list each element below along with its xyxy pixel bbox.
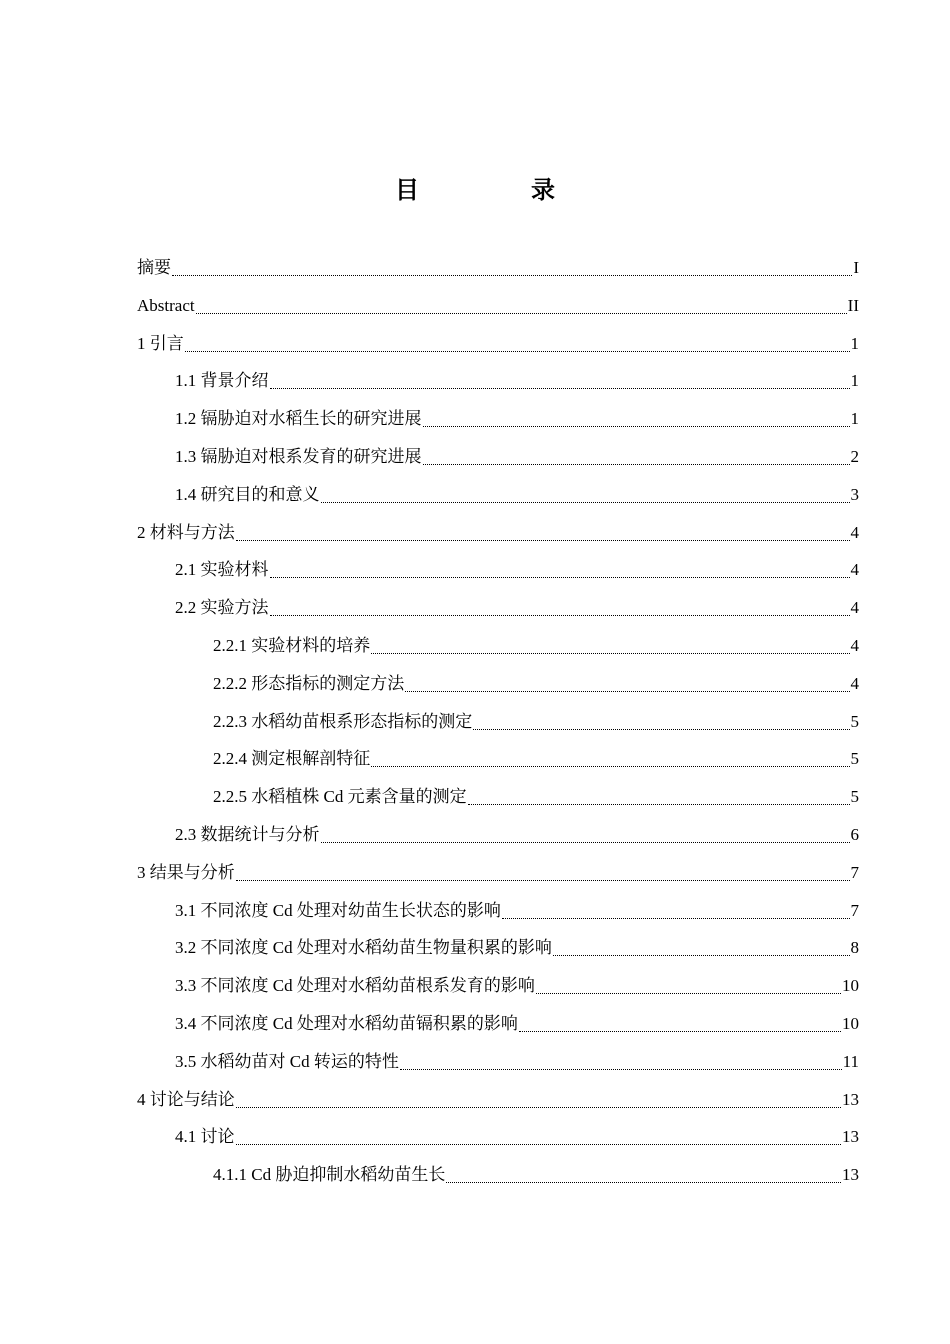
- toc-entry-page: 4: [850, 598, 859, 618]
- toc-entry-title: 2.2 实验方法: [175, 598, 269, 618]
- toc-leader-dots: [405, 691, 849, 692]
- toc-entry-title: 3.3 不同浓度 Cd 处理对水稻幼苗根系发育的影响: [175, 976, 535, 996]
- toc-entry-title: 1.3 镉胁迫对根系发育的研究进展: [175, 447, 422, 466]
- toc-entry-title: 2.2.5 水稻植株 Cd 元素含量的测定: [213, 787, 467, 807]
- toc-entry[interactable]: [175, 892, 859, 930]
- toc-entry-page: 7: [850, 900, 859, 920]
- toc-entry-title: 4.1 讨论: [175, 1127, 235, 1147]
- toc-entry-title: 摘要: [137, 258, 171, 277]
- toc-leader-dots: [400, 1069, 842, 1070]
- toc-entry-title: 2.2.4 测定根解剖特征: [213, 749, 371, 769]
- toc-entry[interactable]: [175, 400, 859, 438]
- toc-entry-title: 1.2 镉胁迫对水稻生长的研究进展: [175, 409, 422, 429]
- toc-entry-page: 4: [850, 636, 859, 655]
- toc-leader-dots: [236, 1107, 841, 1108]
- toc-entry[interactable]: [137, 854, 859, 892]
- toc-entry-page: 7: [850, 862, 859, 882]
- toc-entry-page: 1: [850, 333, 859, 353]
- toc-leader-dots: [371, 653, 849, 654]
- toc-leader-dots: [502, 918, 850, 919]
- toc-entry[interactable]: [213, 740, 859, 778]
- toc-leader-dots: [423, 464, 850, 465]
- toc-entry-page: 1: [850, 409, 859, 429]
- toc-entry[interactable]: [213, 703, 859, 741]
- toc-entry-page: 6: [850, 825, 859, 844]
- toc-entry-title: 1.1 背景介绍: [175, 371, 269, 391]
- toc-entry[interactable]: [137, 249, 859, 287]
- toc-entry[interactable]: [175, 816, 859, 854]
- toc-entry-title: 2.2.2 形态指标的测定方法: [213, 673, 405, 693]
- toc-entry-title: 3.2 不同浓度 Cd 处理对水稻幼苗生物量积累的影响: [175, 938, 552, 958]
- toc-entry[interactable]: [137, 325, 859, 363]
- toc-entry-page: 5: [850, 787, 859, 807]
- toc-entry-title: 3.1 不同浓度 Cd 处理对幼苗生长状态的影响: [175, 900, 501, 920]
- toc-leader-dots: [446, 1182, 841, 1183]
- toc-leader-dots: [473, 729, 849, 730]
- toc-entry[interactable]: [137, 514, 859, 552]
- toc-entry-page: 1: [850, 371, 859, 391]
- toc-leader-dots: [423, 426, 850, 427]
- toc-entry-page: 5: [850, 711, 859, 731]
- toc-entry-title: 4 讨论与结论: [137, 1089, 235, 1109]
- toc-entry-page: 8: [850, 938, 859, 958]
- toc-entry-page: I: [853, 258, 859, 277]
- toc-entry[interactable]: [137, 1081, 859, 1119]
- toc-leader-dots: [371, 766, 849, 767]
- toc-entry-title: 2.2.1 实验材料的培养: [213, 636, 371, 655]
- toc-entry-title: 2.2.3 水稻幼苗根系形态指标的测定: [213, 711, 473, 731]
- toc-entry[interactable]: [175, 1043, 859, 1081]
- toc-leader-dots: [196, 313, 847, 314]
- toc-entry-title: 2.3 数据统计与分析: [175, 825, 320, 844]
- toc-entry-title: Abstract: [137, 295, 195, 315]
- toc-entry-title: 2 材料与方法: [137, 522, 235, 542]
- toc-leader-dots: [236, 1144, 842, 1145]
- toc-entry-page: 13: [842, 1165, 859, 1185]
- toc-entry-page: 10: [842, 1014, 859, 1033]
- toc-entry[interactable]: [213, 1156, 859, 1194]
- toc-entry[interactable]: [175, 589, 859, 627]
- toc-entry-page: 3: [850, 484, 859, 504]
- toc-leader-dots: [321, 502, 850, 503]
- toc-leader-dots: [553, 955, 850, 956]
- toc-leader-dots: [270, 577, 850, 578]
- toc-leader-dots: [236, 540, 850, 541]
- toc-entry[interactable]: [213, 627, 859, 665]
- toc-entry[interactable]: [213, 778, 859, 816]
- toc-leader-dots: [468, 804, 850, 805]
- toc-entry-title: 1.4 研究目的和意义: [175, 484, 320, 504]
- toc-entry-page: 5: [850, 749, 859, 769]
- toc-entry[interactable]: [175, 1005, 859, 1043]
- toc-entry-page: 2: [850, 447, 859, 466]
- toc-entry-title: 3.4 不同浓度 Cd 处理对水稻幼苗镉积累的影响: [175, 1014, 518, 1033]
- toc-entry-page: 4: [850, 560, 859, 580]
- toc-entry-page: 13: [842, 1089, 859, 1109]
- toc-entry-title: 4.1.1 Cd 胁迫抑制水稻幼苗生长: [213, 1165, 446, 1185]
- toc-entry-title: 1 引言: [137, 333, 184, 353]
- toc-leader-dots: [519, 1031, 841, 1032]
- toc-entry-page: 4: [850, 673, 859, 693]
- toc-leader-dots: [321, 842, 850, 843]
- toc-entry[interactable]: [175, 362, 859, 400]
- toc-entry-title: 3 结果与分析: [137, 862, 235, 882]
- toc-entry-page: 13: [842, 1127, 859, 1147]
- toc-entry[interactable]: [175, 551, 859, 589]
- toc-entry[interactable]: [137, 287, 859, 325]
- toc-title: 目 录: [395, 176, 599, 204]
- toc-entry[interactable]: [175, 967, 859, 1005]
- toc-leader-dots: [536, 993, 841, 994]
- toc-leader-dots: [172, 275, 852, 276]
- toc-leader-dots: [270, 615, 850, 616]
- toc-entry-title: 3.5 水稻幼苗对 Cd 转运的特性: [175, 1051, 399, 1071]
- toc-entry-title: 2.1 实验材料: [175, 560, 269, 580]
- toc-entry-page: II: [847, 295, 859, 315]
- toc-entry[interactable]: [175, 438, 859, 476]
- toc-entry-page: 10: [842, 976, 859, 996]
- toc-entry[interactable]: [213, 665, 859, 703]
- toc-leader-dots: [185, 351, 850, 352]
- toc-entry-page: 11: [842, 1051, 859, 1071]
- toc-entry[interactable]: [175, 929, 859, 967]
- toc-entry[interactable]: [175, 476, 859, 514]
- toc-leader-dots: [236, 880, 850, 881]
- toc-leader-dots: [270, 388, 850, 389]
- toc-entry-page: 4: [850, 522, 859, 542]
- toc-entry[interactable]: [175, 1118, 859, 1156]
